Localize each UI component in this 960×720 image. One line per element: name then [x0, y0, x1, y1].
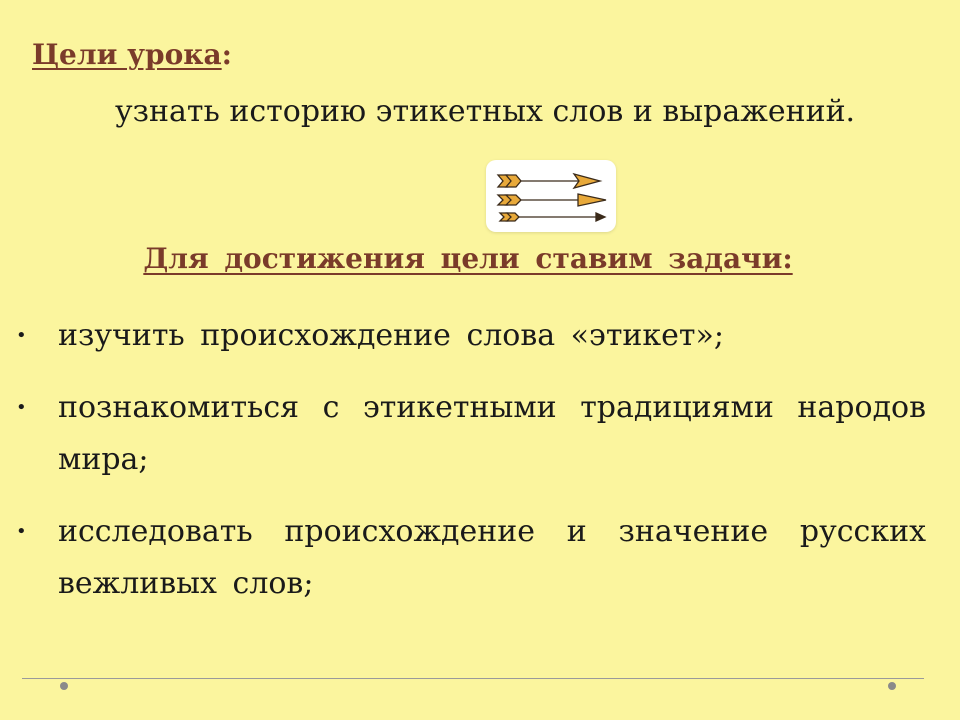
three-arrows-icon — [486, 160, 616, 232]
bullet-icon: • — [16, 521, 27, 542]
arrow-top — [498, 174, 600, 188]
goals-heading-text: Цели урока — [32, 38, 222, 71]
goals-heading-colon: : — [221, 38, 233, 71]
tasks-heading: Для достижения цели ставим задачи: — [143, 242, 793, 275]
arrow-bottom — [500, 213, 605, 221]
goal-text: узнать историю этикетных слов и выражений. — [115, 94, 856, 129]
task-item-etiquette-traditions — [0, 382, 926, 486]
task-item-russian-polite-words — [0, 506, 926, 610]
footer-divider — [22, 678, 924, 679]
arrows-illustration — [486, 160, 616, 232]
arrow-middle — [498, 194, 606, 206]
footer-dot-right — [888, 682, 896, 690]
task-text: изучить происхождение слова «этикет»; — [58, 318, 724, 353]
task-text: познакомиться с этикетными традициями народов мира; — [58, 390, 926, 477]
goals-heading — [32, 38, 232, 71]
task-text: исследовать происхождение и значение русских вежливых слов; — [58, 514, 926, 601]
bullet-icon: • — [16, 325, 27, 346]
task-item-origin-of-etiquette — [0, 310, 926, 362]
bullet-icon: • — [16, 397, 27, 418]
footer-dot-left — [60, 682, 68, 690]
task-list — [0, 310, 960, 630]
